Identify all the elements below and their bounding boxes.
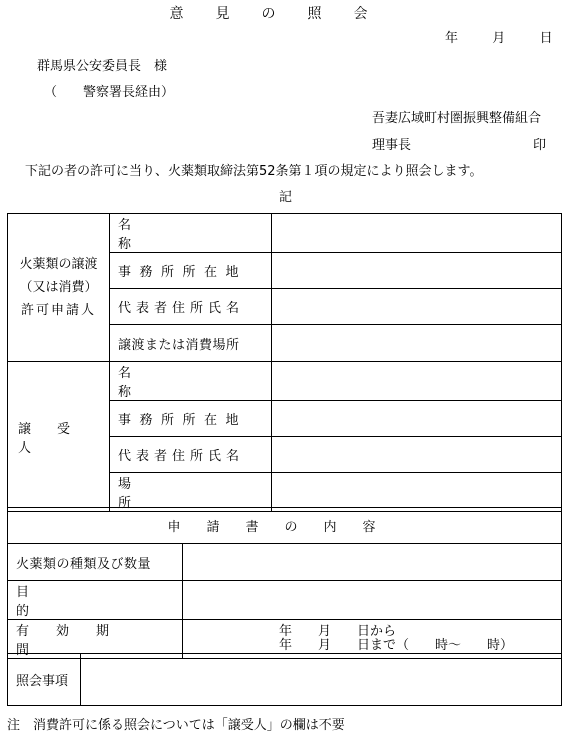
seal-mark: 印: [533, 138, 547, 153]
date-day: 日: [539, 31, 553, 46]
application-section-title: 申請書の内容: [8, 508, 562, 544]
application-table: [7, 507, 562, 659]
date-year: 年: [445, 31, 459, 46]
label-text: 事務所所在地: [118, 265, 248, 280]
inquiry-field[interactable]: [81, 654, 562, 706]
page-title: 意見の照会: [169, 6, 400, 22]
label-text: 有効期間: [16, 624, 137, 658]
sender-org: 吾妻広域町村圏振興整備組合: [372, 111, 542, 126]
label-text: 事務所所在地: [118, 413, 248, 428]
applicant-label-line1: 火薬類の譲渡: [19, 257, 98, 272]
body-text: 下記の者の許可に当り、火薬類取締法第52条第１項の規定により照会します。: [25, 164, 483, 179]
applicant-rep-label: [110, 289, 272, 325]
applicant-office-field[interactable]: [272, 253, 562, 289]
applicant-name-label: [110, 214, 272, 253]
recipient-name-field[interactable]: [272, 362, 562, 401]
ki-label: 記: [279, 190, 293, 205]
period-from: 年 月 日から: [279, 624, 397, 639]
recipient-rep-field[interactable]: [272, 437, 562, 473]
applicant-group-label: [8, 214, 110, 362]
applicant-name-field[interactable]: [272, 214, 562, 253]
label-text: 火薬類の種類及び数量: [16, 556, 152, 572]
recipient-name-label: [110, 362, 272, 401]
applicant-rep-field[interactable]: [272, 289, 562, 325]
inquiry-table: [7, 653, 562, 706]
date-month: 月: [492, 31, 506, 46]
recipient-office-field[interactable]: [272, 401, 562, 437]
label-text: 名称: [118, 366, 250, 400]
date-line: [445, 27, 553, 46]
recipient-place-label: [110, 473, 272, 512]
footnote: 注 消費許可に係る照会については「譲受人」の欄は不要: [7, 718, 345, 733]
form-table: [7, 213, 562, 512]
via-line: （ 警察署長経由）: [44, 85, 175, 100]
applicant-place-field[interactable]: [272, 325, 562, 362]
label-text: 譲受人: [18, 421, 97, 456]
applicant-office-label: [110, 253, 272, 289]
label-text: 目的: [16, 585, 160, 619]
label-text: 代表者住所氏名: [118, 301, 245, 316]
label-text: 場所: [118, 477, 250, 511]
kind-qty-label: [8, 544, 183, 581]
recipient-place-field[interactable]: [272, 473, 562, 512]
applicant-label-line3: 許可申請人: [20, 303, 96, 318]
recipient-rep-label: [110, 437, 272, 473]
kind-qty-field[interactable]: [183, 544, 562, 581]
label-text: 代表者住所氏名: [118, 449, 245, 464]
inquiry-label: 照会事項: [8, 654, 81, 706]
addressee: 群馬県公安委員長 様: [37, 59, 168, 74]
applicant-label-line2: （又は消費）: [19, 280, 98, 295]
sender-title: 理事長: [372, 138, 412, 153]
recipient-office-label: [110, 401, 272, 437]
purpose-label: [8, 581, 183, 620]
label-text: 譲渡または消費場所: [118, 337, 240, 353]
purpose-field[interactable]: [183, 581, 562, 620]
period-to: 年 月 日まで（ 時～ 時）: [279, 638, 514, 653]
recipient-group-label: [8, 362, 110, 512]
label-text: 名称: [118, 218, 250, 252]
applicant-place-label: [110, 325, 272, 362]
